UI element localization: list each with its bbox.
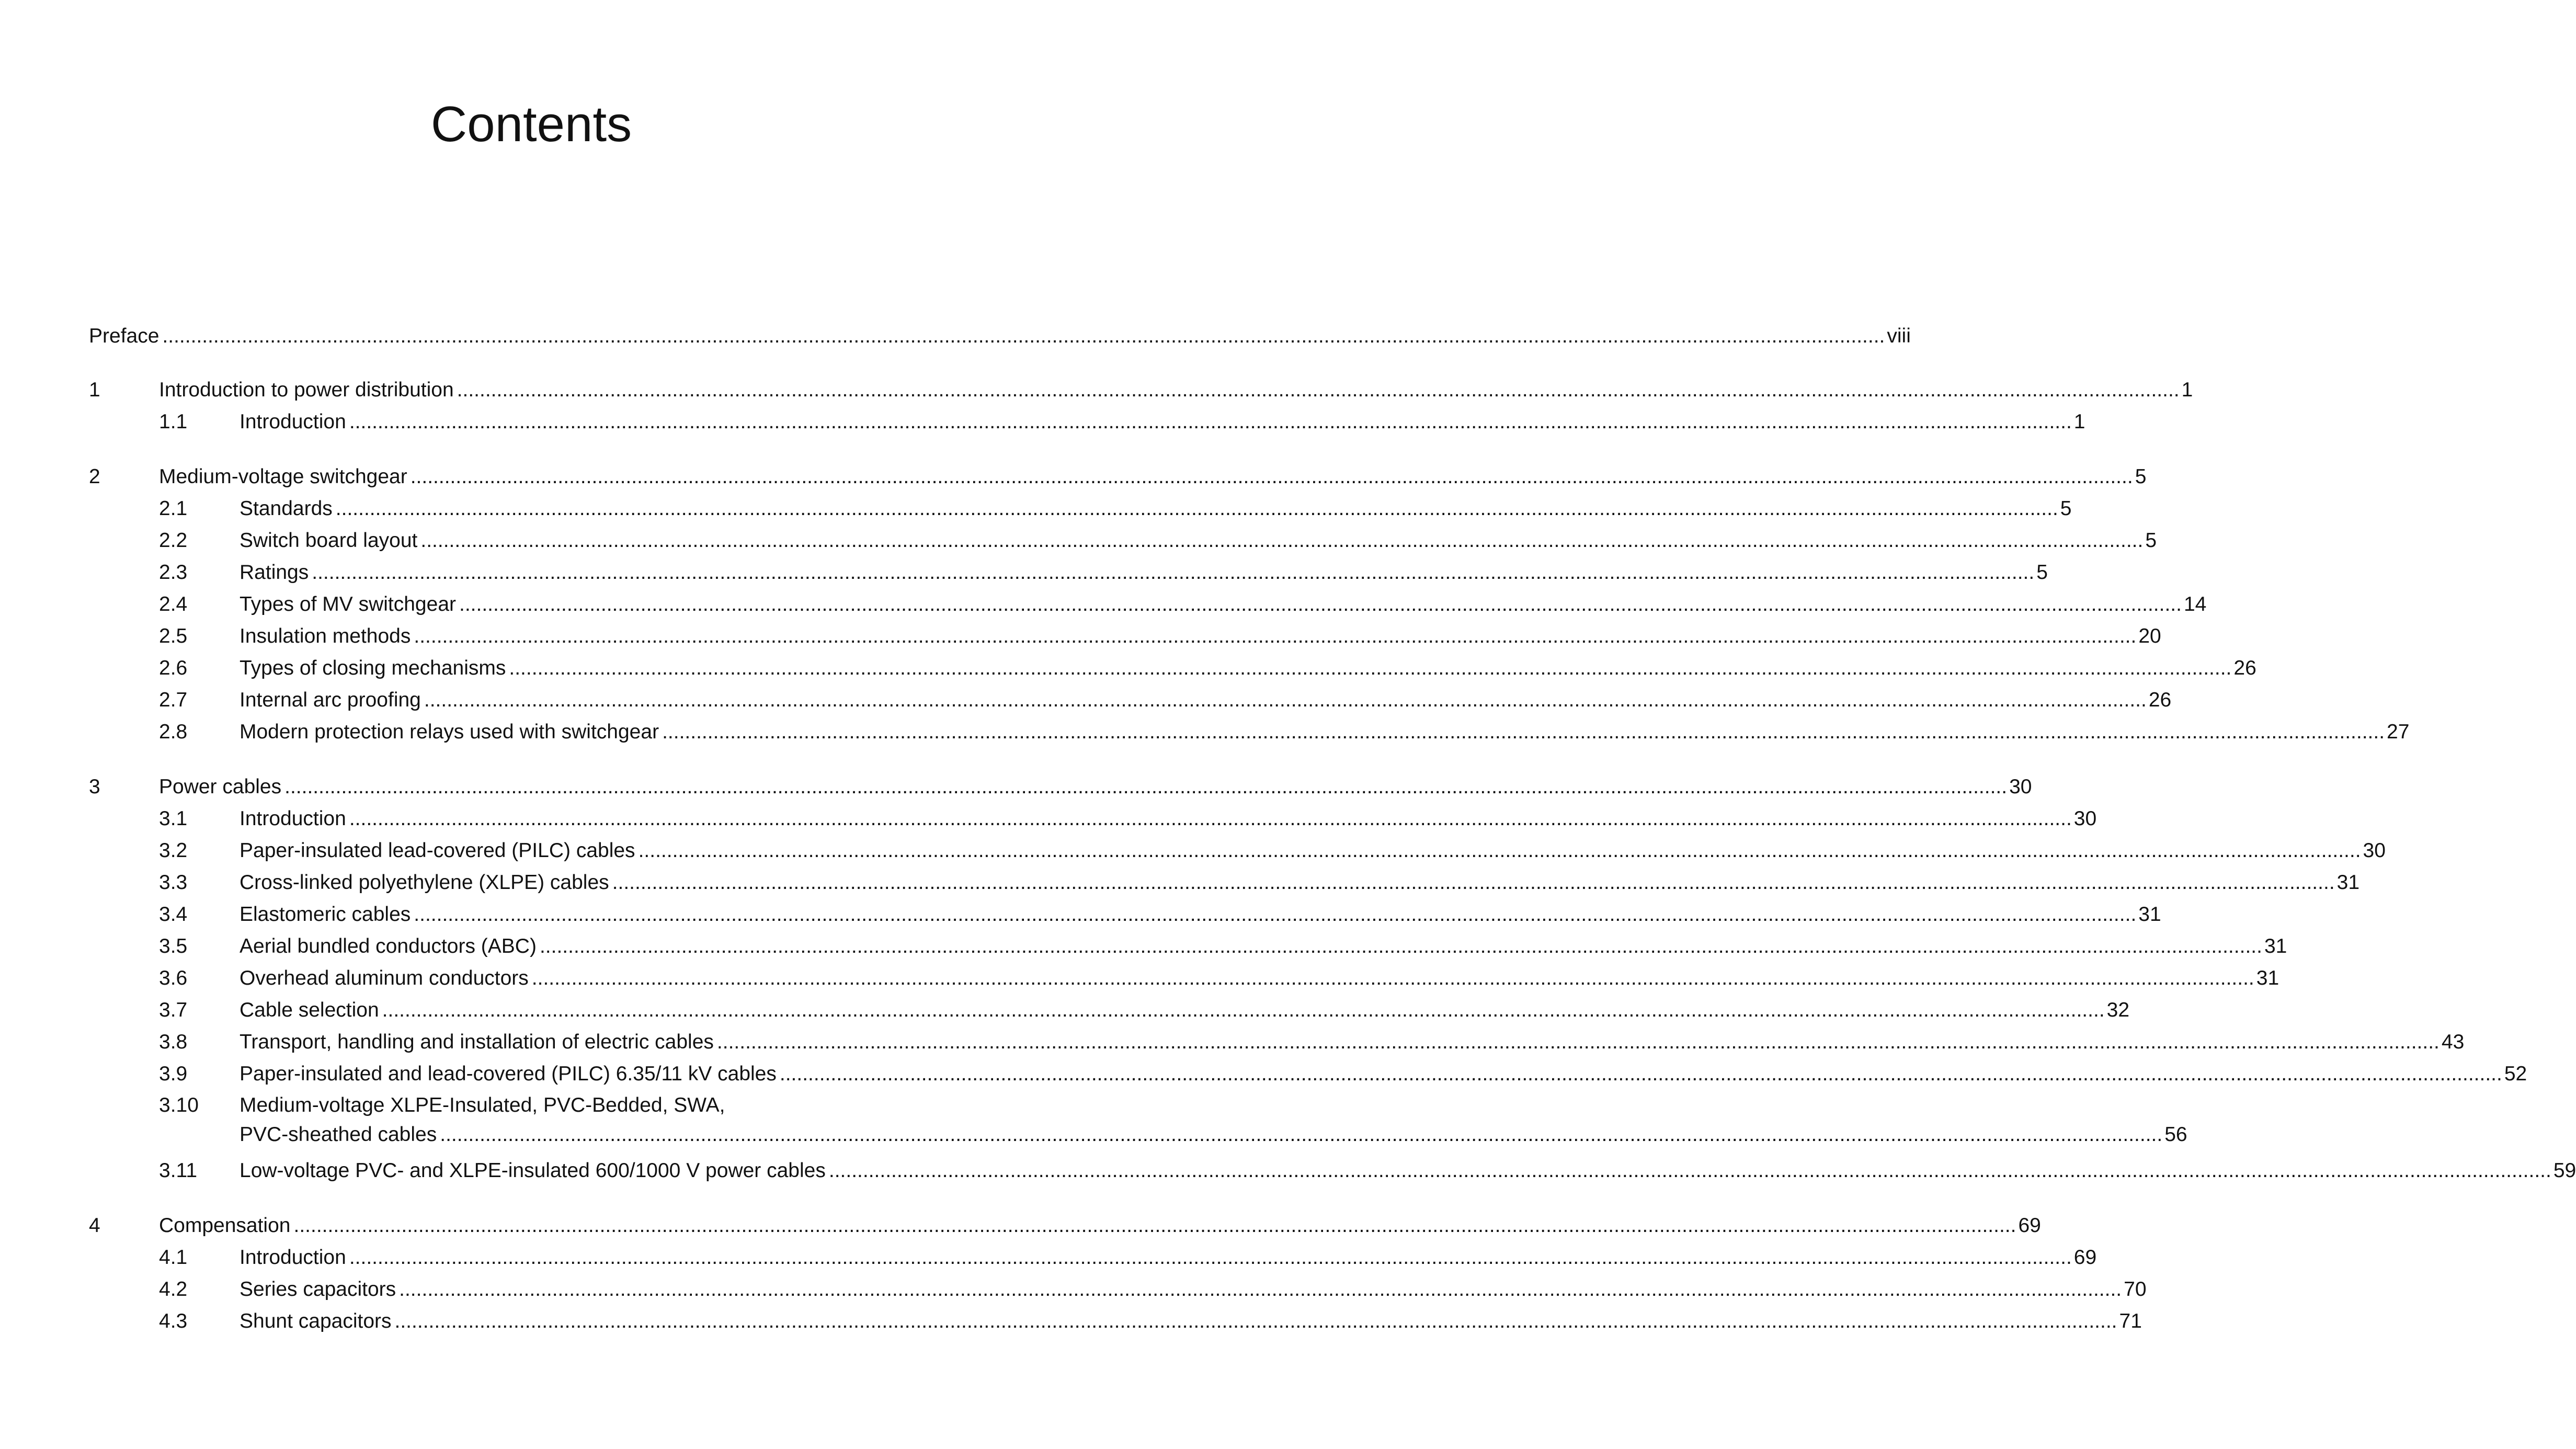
dot-leader — [457, 374, 2180, 406]
toc-section-3-1[interactable] — [89, 803, 2097, 835]
section-title: Insulation methods — [240, 625, 411, 647]
dot-leader — [293, 1210, 2016, 1241]
toc-section-3-6[interactable] — [89, 962, 2279, 994]
section-number: 1.1 — [159, 410, 188, 433]
section-title: Switch board layout — [240, 529, 418, 552]
section-page: 26 — [2233, 657, 2256, 679]
chapter-page: 30 — [2009, 775, 2032, 798]
dot-leader — [459, 588, 2182, 620]
section-number: 4.3 — [159, 1310, 188, 1332]
section-title: Types of MV switchgear — [240, 593, 456, 615]
toc-section-2-3[interactable] — [89, 556, 2048, 588]
toc-section-2-7[interactable] — [89, 684, 2172, 716]
chapter-page: 5 — [2135, 465, 2147, 488]
section-number: 3.5 — [159, 935, 188, 957]
toc-section-4-3[interactable] — [89, 1305, 2142, 1337]
toc-entry-page: viii — [1887, 325, 1911, 347]
section-title: Elastomeric cables — [240, 903, 411, 926]
toc-section-3-8[interactable] — [89, 1026, 2465, 1058]
chapter-title: Compensation — [159, 1214, 291, 1237]
dot-leader — [532, 962, 2254, 994]
section-page: 31 — [2138, 903, 2161, 926]
section-title: Ratings — [240, 561, 309, 584]
section-page: 56 — [2164, 1123, 2187, 1146]
section-number: 3.1 — [159, 807, 188, 830]
section-title: Types of closing mechanisms — [240, 657, 506, 679]
chapter-title: Power cables — [159, 775, 282, 798]
chapter-number: 4 — [89, 1214, 100, 1237]
chapter-title: Medium-voltage switchgear — [159, 465, 407, 488]
section-number: 2.7 — [159, 689, 188, 711]
dot-leader — [509, 652, 2231, 684]
toc-section-2-1[interactable] — [89, 493, 2072, 524]
toc-section-1-1[interactable] — [89, 406, 2085, 438]
section-title-line-1: Medium-voltage XLPE-Insulated, PVC-Bedded, SWA, — [240, 1094, 725, 1116]
dot-leader — [420, 524, 2143, 556]
section-page: 32 — [2106, 999, 2130, 1021]
dot-leader — [395, 1305, 2117, 1337]
section-number: 3.4 — [159, 903, 188, 926]
chapter-title: Introduction to power distribution — [159, 379, 454, 401]
section-number: 3.11 — [159, 1159, 198, 1182]
section-page: 31 — [2264, 935, 2287, 957]
section-page: 70 — [2124, 1278, 2147, 1300]
table-of-contents — [89, 320, 2576, 1337]
section-number: 2.1 — [159, 497, 188, 520]
section-page: 31 — [2336, 871, 2360, 894]
section-title: Aerial bundled conductors (ABC) — [240, 935, 537, 957]
section-title: Transport, handling and installation of electric cables — [240, 1031, 714, 1053]
toc-section-3-10[interactable] — [89, 1090, 2187, 1155]
dot-leader — [414, 898, 2136, 930]
chapter-number: 2 — [89, 465, 100, 488]
chapter-number: 1 — [89, 379, 100, 401]
dot-leader — [414, 620, 2136, 652]
toc-section-3-4[interactable] — [89, 898, 2161, 930]
section-title: Series capacitors — [240, 1278, 396, 1300]
section-page: 26 — [2148, 689, 2172, 711]
section-title-line-2: PVC-sheathed cables — [240, 1123, 437, 1146]
section-page: 14 — [2183, 593, 2207, 615]
toc-chapter-1[interactable] — [89, 374, 2193, 406]
toc-section-2-6[interactable] — [89, 652, 2256, 684]
section-number: 4.2 — [159, 1278, 188, 1300]
section-number: 4.1 — [159, 1246, 188, 1269]
section-number: 2.8 — [159, 721, 188, 743]
section-page: 5 — [2036, 561, 2048, 584]
toc-section-2-8[interactable] — [89, 716, 2410, 748]
dot-leader — [639, 835, 2361, 866]
section-page: 5 — [2060, 497, 2072, 520]
dot-leader — [780, 1058, 2502, 1090]
page-title: Contents — [430, 96, 632, 152]
section-page: 30 — [2363, 839, 2386, 862]
section-page: 69 — [2073, 1246, 2097, 1269]
section-page: 30 — [2073, 807, 2097, 830]
toc-chapter-4[interactable] — [89, 1210, 2041, 1241]
section-number: 2.6 — [159, 657, 188, 679]
section-number: 3.7 — [159, 999, 188, 1021]
dot-leader — [540, 930, 2262, 962]
section-number: 3.10 — [159, 1094, 199, 1116]
section-number: 2.5 — [159, 625, 188, 647]
toc-section-2-4[interactable] — [89, 588, 2207, 620]
section-title: Paper-insulated lead-covered (PILC) cables — [240, 839, 635, 862]
section-title: Introduction — [240, 410, 346, 433]
dot-leader — [411, 461, 2133, 493]
section-page: 5 — [2145, 529, 2157, 552]
section-page: 20 — [2138, 625, 2161, 647]
section-page: 31 — [2256, 967, 2279, 989]
dot-leader — [612, 866, 2335, 898]
dot-leader — [382, 994, 2105, 1026]
toc-entry-preface[interactable] — [89, 320, 1911, 352]
section-number: 2.4 — [159, 593, 188, 615]
dot-leader — [349, 803, 2072, 835]
section-title: Introduction — [240, 807, 346, 830]
toc-section-2-5[interactable] — [89, 620, 2161, 652]
section-page: 52 — [2504, 1063, 2527, 1085]
dot-leader — [662, 716, 2385, 748]
section-page: 59 — [2553, 1159, 2576, 1182]
dot-leader — [440, 1120, 2162, 1149]
section-title: Cross-linked polyethylene (XLPE) cables — [240, 871, 609, 894]
section-title: Overhead aluminum conductors — [240, 967, 529, 989]
dot-leader — [312, 556, 2034, 588]
chapter-page: 69 — [2018, 1214, 2041, 1237]
dot-leader — [399, 1273, 2122, 1305]
dot-leader — [349, 1241, 2072, 1273]
chapter-number: 3 — [89, 775, 100, 798]
toc-section-4-1[interactable] — [89, 1241, 2097, 1273]
dot-leader — [424, 684, 2147, 716]
section-title: Low-voltage PVC- and XLPE-insulated 600/1000 V power cables — [240, 1159, 826, 1182]
section-page: 43 — [2441, 1031, 2465, 1053]
section-number: 3.6 — [159, 967, 188, 989]
toc-chapter-2[interactable] — [89, 461, 2147, 493]
toc-entry-title: Preface — [89, 325, 159, 347]
dot-leader — [717, 1026, 2440, 1058]
section-number: 2.3 — [159, 561, 188, 584]
toc-section-3-9[interactable] — [89, 1058, 2527, 1090]
toc-section-3-7[interactable] — [89, 994, 2130, 1026]
section-number: 2.2 — [159, 529, 188, 552]
toc-section-3-3[interactable] — [89, 866, 2360, 898]
section-page: 27 — [2387, 721, 2410, 743]
toc-section-4-2[interactable] — [89, 1273, 2147, 1305]
section-title: Introduction — [240, 1246, 346, 1269]
section-title: Internal arc proofing — [240, 689, 421, 711]
dot-leader — [829, 1155, 2551, 1186]
section-title: Shunt capacitors — [240, 1310, 392, 1332]
dot-leader — [284, 771, 2007, 803]
section-number: 3.3 — [159, 871, 188, 894]
section-number: 3.9 — [159, 1063, 188, 1085]
dot-leader — [336, 493, 2058, 524]
section-title: Cable selection — [240, 999, 379, 1021]
toc-section-3-2[interactable] — [89, 835, 2386, 866]
toc-section-3-5[interactable] — [89, 930, 2287, 962]
dot-leader — [349, 406, 2072, 438]
chapter-page: 1 — [2181, 379, 2193, 401]
section-number: 3.8 — [159, 1031, 188, 1053]
toc-chapter-3[interactable] — [89, 771, 2032, 803]
toc-section-3-11[interactable] — [89, 1155, 2576, 1186]
section-title: Standards — [240, 497, 333, 520]
section-number: 3.2 — [159, 839, 188, 862]
section-page: 1 — [2073, 410, 2085, 433]
section-title: Modern protection relays used with switchgear — [240, 721, 659, 743]
toc-section-2-2[interactable] — [89, 524, 2157, 556]
section-page: 71 — [2119, 1310, 2142, 1332]
dot-leader — [162, 320, 1885, 352]
section-title: Paper-insulated and lead-covered (PILC) 6.35/11 kV cables — [240, 1063, 777, 1085]
